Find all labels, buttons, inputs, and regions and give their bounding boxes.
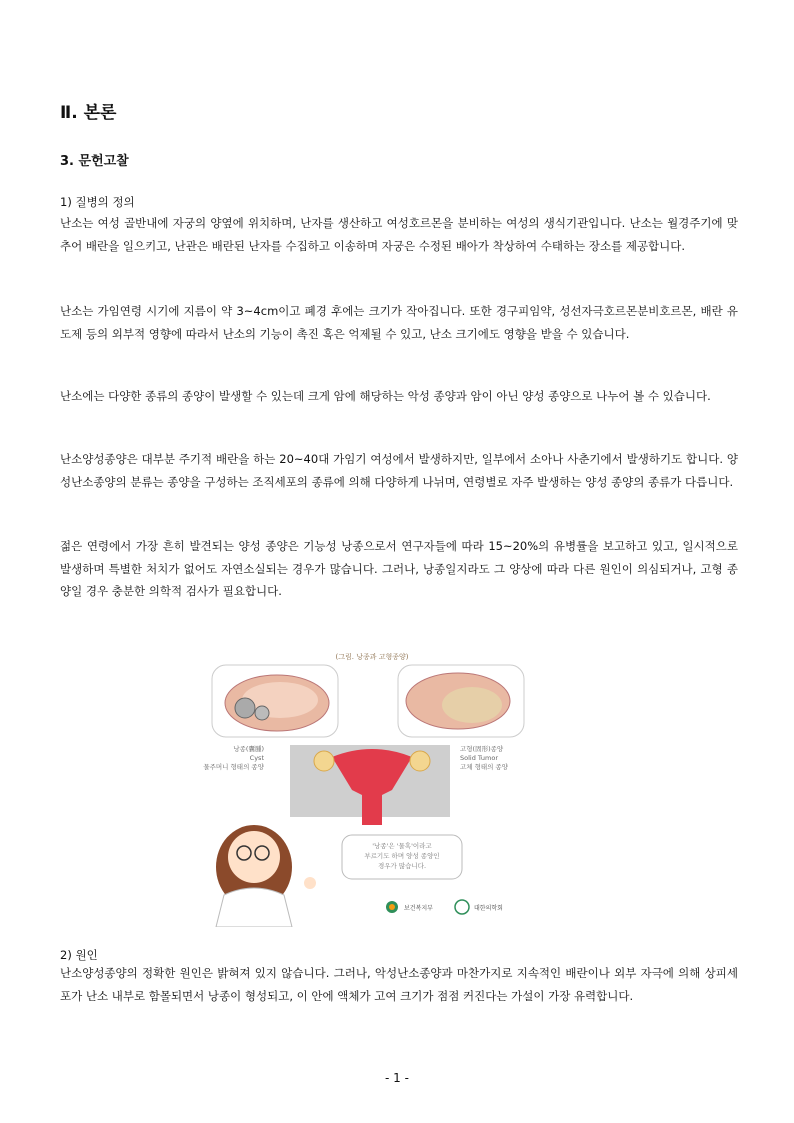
paragraph: 난소는 가임연령 시기에 지름이 약 3~4cm이고 폐경 후에는 크기가 작아집니다. 또한 경구피임약, 성선자극호르몬분비호르몬, 배란 유도제 등의 외부적 영향에 따라서 난소의 기능이 촉진 혹은 억제될 수 있고, 난소 크기에도 영향을 받을 수 있습니다. <box>60 304 738 341</box>
doctor-character-icon <box>216 825 316 927</box>
paragraph: 난소는 여성 골반내에 자궁의 양옆에 위치하며, 난자를 생산하고 여성호르몬을 분비하는 여성의 생식기관입니다. 난소는 월경주기에 맞추어 배란을 일으키고, 난관은 배란된 난자를 수집하고 이송하며 자궁은 수정된 배아가 착상하여 수태하는 장소를 제공합니다. <box>60 216 738 253</box>
association-logo-text: 대한의학회 <box>474 905 503 912</box>
cyst-label: 낭종(囊腫) <box>233 745 264 753</box>
page-number: - 1 - <box>385 1071 409 1085</box>
bubble-line: 경우가 많습니다. <box>377 862 427 870</box>
bubble-line: 부르기도 하며 양성 종양인 <box>364 852 440 860</box>
figure-illustration <box>192 645 552 927</box>
figure-title: (그림. 낭종과 고형종양) <box>335 653 409 661</box>
cyst-label-en: Cyst <box>249 754 264 762</box>
solid-tumor-label-en: Solid Tumor <box>460 754 498 762</box>
paragraph: 난소에는 다양한 종류의 종양이 발생할 수 있는데 크게 암에 해당하는 악성 종양과 암이 아닌 양성 종양으로 나누어 볼 수 있습니다. <box>60 389 711 403</box>
subsection-title-definition: 1) 질병의 정의 <box>60 195 135 209</box>
subsection-title-cause: 2) 원인 <box>60 948 98 962</box>
chapter-heading: Ⅱ. 본론 <box>60 103 117 123</box>
solid-tumor-label: 고형(固形)종양 <box>460 745 504 753</box>
paragraph: 난소양성종양은 대부분 주기적 배란을 하는 20~40대 가임기 여성에서 발생하지만, 일부에서 소아나 사춘기에서 발생하기도 합니다. 양성난소종양의 분류는 종양을 구성하는 조직세포의 종류에 의해 다양하게 나뉘며, 연령별로 자주 발생하는 양성 종양의 종류가 다릅니다. <box>60 452 738 489</box>
association-logo-icon <box>455 900 469 914</box>
cyst-desc: 물주머니 형태의 종양 <box>203 763 264 771</box>
ministry-logo-text: 보건복지부 <box>404 905 433 912</box>
paragraph: 난소양성종양의 정확한 원인은 밝혀져 있지 않습니다. 그러나, 악성난소종양과 마찬가지로 지속적인 배란이나 외부 자극에 의해 상피세포가 난소 내부로 함몰되면서 낭종이 형성되고, 이 안에 액체가 고여 크기가 점점 커진다는 가설이 가장 유력합니다. <box>60 966 738 1003</box>
bubble-line: '낭종'은 '물혹'이라고 <box>372 842 432 850</box>
paragraph: 젊은 연령에서 가장 흔히 발견되는 양성 종양은 기능성 낭종으로서 연구자들에 따라 15~20%의 유병률을 보고하고 있고, 일시적으로 발생하며 특별한 처치가 없어도 자연소실되는 경우가 많습니다. 그러나, 낭종일지라도 그 양상에 따라 다른 원인이 의심되거나, 고형 종양일 경우 충분한 의학적 검사가 필요합니다. <box>60 539 738 598</box>
section-heading: 3. 문헌고찰 <box>60 154 129 169</box>
solid-tumor-desc: 고체 형태의 종양 <box>460 763 509 771</box>
cyst-bubble-icon <box>235 698 255 718</box>
cyst-vs-solid-tumor-figure <box>192 645 552 927</box>
